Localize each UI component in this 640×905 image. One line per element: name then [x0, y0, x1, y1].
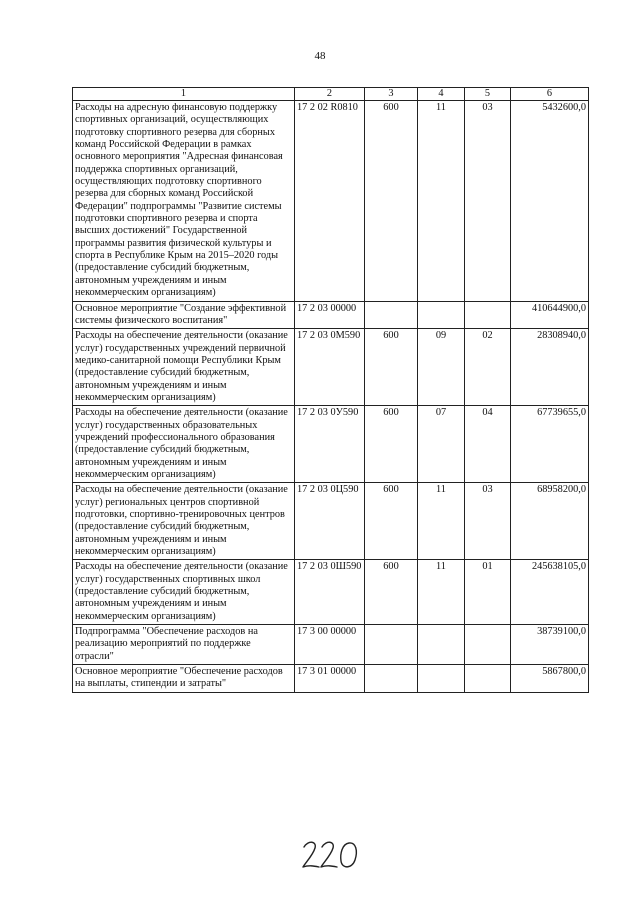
row-code-cell: 17 2 03 0М590 — [295, 329, 365, 406]
row-name-cell: Расходы на обеспечение деятельности (оказание услуг) региональных центров спортивной подготовки, спортивно-тренировочных центров (предоставление субсидий бюджетным, автономным учреждениям и иным некоммерческим организациям) — [73, 483, 295, 560]
row-code-cell: 17 2 03 0Ш590 — [295, 560, 365, 625]
row-vr-cell: 600 — [365, 406, 418, 483]
row-amount-cell: 68958200,0 — [511, 483, 589, 560]
table-row — [73, 329, 589, 406]
row-name-cell: Расходы на адресную финансовую поддержку спортивных организаций, осуществляющих подготовку спортивного резерва для сборных команд Российской Федерации в рамках основного мероприятия "Адресная финансовая поддержка спортивных организаций, осуществляющих подготовку спортивного резерва для сборных команд Российской Федерации" подпрограммы "Развитие системы подготовки спортивного резерва и спорта высших достижений" Государственной программы развития физической культуры и спорта в Республике Крым на 2015–2020 годы (предоставление субсидий бюджетным, автономным учреждениям и иным некоммерческим организациям) — [73, 101, 295, 302]
handwritten-page-number — [300, 838, 360, 872]
row-amount-cell: 5867800,0 — [511, 665, 589, 693]
row-vr-cell: 600 — [365, 329, 418, 406]
row-name-cell: Основное мероприятие "Обеспечение расходов на выплаты, стипендии и затраты" — [73, 665, 295, 693]
row-vr-cell: 600 — [365, 560, 418, 625]
row-code-cell: 17 2 03 0У590 — [295, 406, 365, 483]
row-amount-cell: 410644900,0 — [511, 301, 589, 329]
row-vr-cell — [365, 665, 418, 693]
row-pr-cell: 03 — [465, 483, 511, 560]
table-row — [73, 101, 589, 302]
row-name-cell: Расходы на обеспечение деятельности (оказание услуг) государственных спортивных школ (предоставление субсидий бюджетным, автономным учреждениям и иным некоммерческим организациям) — [73, 560, 295, 625]
row-code-cell: 17 3 01 00000 — [295, 665, 365, 693]
table-row — [73, 301, 589, 329]
column-header: 4 — [418, 88, 465, 101]
row-rz-cell: 11 — [418, 101, 465, 302]
row-rz-cell — [418, 665, 465, 693]
table-row — [73, 483, 589, 560]
table-header-row — [73, 88, 589, 101]
row-vr-cell: 600 — [365, 101, 418, 302]
row-rz-cell: 11 — [418, 560, 465, 625]
column-header: 6 — [511, 88, 589, 101]
row-amount-cell: 245638105,0 — [511, 560, 589, 625]
row-amount-cell: 5432600,0 — [511, 101, 589, 302]
row-code-cell: 17 2 03 0Ц590 — [295, 483, 365, 560]
row-pr-cell: 02 — [465, 329, 511, 406]
row-amount-cell: 28308940,0 — [511, 329, 589, 406]
row-rz-cell: 07 — [418, 406, 465, 483]
row-amount-cell: 38739100,0 — [511, 625, 589, 665]
row-pr-cell: 01 — [465, 560, 511, 625]
row-pr-cell — [465, 665, 511, 693]
row-rz-cell: 09 — [418, 329, 465, 406]
row-vr-cell — [365, 301, 418, 329]
row-rz-cell — [418, 301, 465, 329]
table-row — [73, 665, 589, 693]
column-header: 3 — [365, 88, 418, 101]
row-pr-cell: 03 — [465, 101, 511, 302]
row-code-cell: 17 2 03 00000 — [295, 301, 365, 329]
row-rz-cell: 11 — [418, 483, 465, 560]
budget-table — [72, 87, 589, 693]
column-header: 1 — [73, 88, 295, 101]
page-number: 48 — [314, 50, 326, 62]
row-pr-cell — [465, 301, 511, 329]
row-pr-cell — [465, 625, 511, 665]
row-vr-cell: 600 — [365, 483, 418, 560]
table-row — [73, 560, 589, 625]
row-name-cell: Расходы на обеспечение деятельности (оказание услуг) государственных образовательных учреждений профессионального образования (предоставление субсидий бюджетным, автономным учреждениям и иным некоммерческим организациям) — [73, 406, 295, 483]
row-vr-cell — [365, 625, 418, 665]
row-code-cell: 17 2 02 R0810 — [295, 101, 365, 302]
column-header: 2 — [295, 88, 365, 101]
table-row — [73, 625, 589, 665]
table-row — [73, 406, 589, 483]
row-amount-cell: 67739655,0 — [511, 406, 589, 483]
row-name-cell: Основное мероприятие "Создание эффективной системы физического воспитания" — [73, 301, 295, 329]
row-pr-cell: 04 — [465, 406, 511, 483]
row-name-cell: Расходы на обеспечение деятельности (оказание услуг) государственных учреждений первичной медико-санитарной помощи Республики Крым (предоставление субсидий бюджетным, автономным учреждениям и иным некоммерческим организациям) — [73, 329, 295, 406]
column-header: 5 — [465, 88, 511, 101]
row-name-cell: Подпрограмма "Обеспечение расходов на реализацию мероприятий по поддержке отрасли" — [73, 625, 295, 665]
row-code-cell: 17 3 00 00000 — [295, 625, 365, 665]
row-rz-cell — [418, 625, 465, 665]
